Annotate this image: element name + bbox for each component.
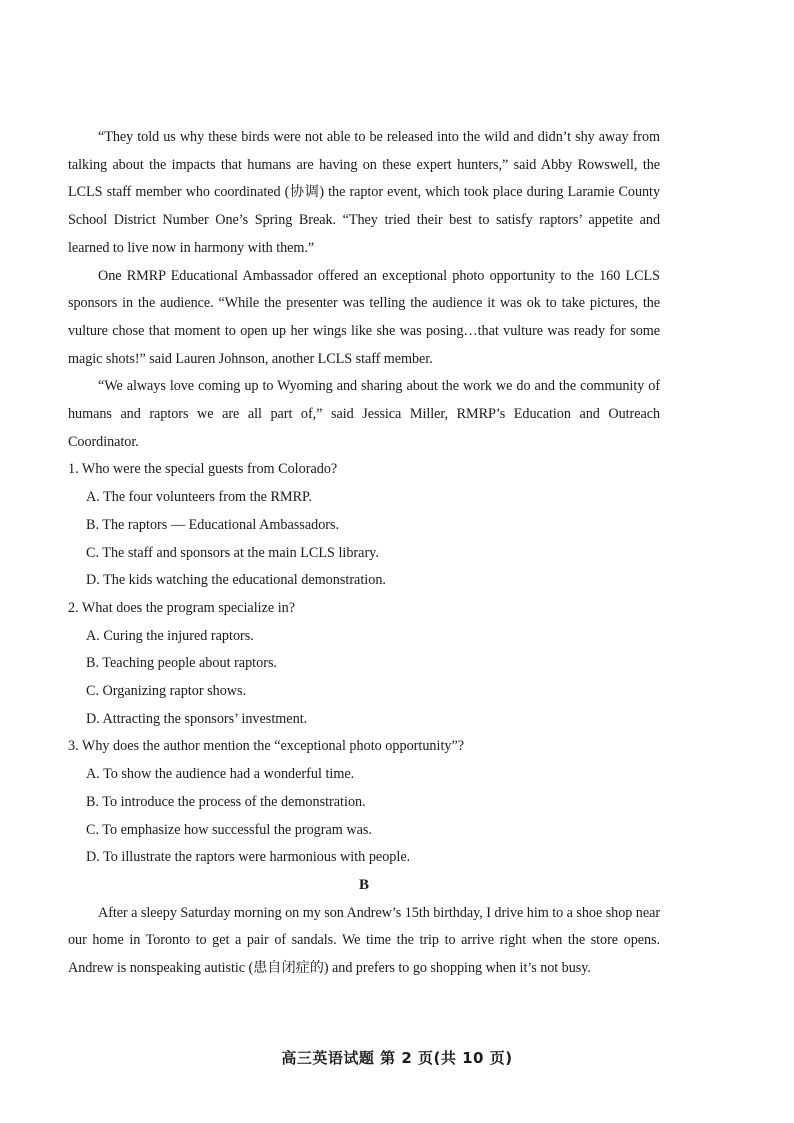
question-1 <box>68 456 660 595</box>
option-d: D. The kids watching the educational demonstration. <box>86 572 386 589</box>
paragraph-1: “They told us why these birds were not able to be released into the wild and didn’t shy away from talking about the impacts that humans are having on these expert hunters,” said Abby Rowswell, the LCLS staff member who coordinated (协调) the raptor event, which took place during Laramie County School District Number One’s Spring Break. “They tried their best to satisfy raptors’ appetite and learned to live now in harmony with them.” <box>68 129 660 256</box>
option-b: B. Teaching people about raptors. <box>86 655 278 672</box>
option-d: D. Attracting the sponsors’ investment. <box>86 710 308 727</box>
question-stem: 2. What does the program specialize in? <box>68 599 296 616</box>
paragraph-2: One RMRP Educational Ambassador offered an exceptional photo opportunity to the 160 LCLS sponsors in the audience. “While the presenter was telling the audience it was ok to take pictures, the vulture chose that moment to open up her wings like she was posing…that vulture was ready for some magic shots!” said Lauren Johnson, another LCLS staff member. <box>68 267 660 367</box>
page-footer: 高三英语试题 第 2 页(共 10 页) <box>281 1049 513 1067</box>
question-2 <box>68 595 660 734</box>
question-stem: 3. Why does the author mention the “exceptional photo opportunity”? <box>68 738 465 755</box>
option-c: C. To emphasize how successful the program was. <box>86 821 372 838</box>
page-content <box>68 124 660 983</box>
option-a: A. Curing the injured raptors. <box>86 627 254 644</box>
paragraph-3: “We always love coming up to Wyoming and sharing about the work we do and the community of humans and raptors we are all part of,” said Jessica Miller, RMRP’s Education and Outreach Coordinator. <box>68 378 660 450</box>
section-heading: B <box>358 876 369 893</box>
option-a: A. To show the audience had a wonderful time. <box>86 766 355 783</box>
paragraph-b1: After a sleepy Saturday morning on my son Andrew’s 15th birthday, I drive him to a shoe shop near our home in Toronto to get a pair of sandals. We time the trip to arrive right when the store opens. Andrew is nonspeaking autistic (患自闭症的) and prefers to go shopping when it’s not busy. <box>68 904 661 977</box>
option-d: D. To illustrate the raptors were harmonious with people. <box>86 849 411 866</box>
option-c: C. The staff and sponsors at the main LCLS library. <box>86 544 379 561</box>
option-b: B. To introduce the process of the demonstration. <box>86 793 366 810</box>
option-a: A. The four volunteers from the RMRP. <box>86 489 312 506</box>
question-3 <box>68 733 660 872</box>
option-b: B. The raptors — Educational Ambassadors. <box>86 516 340 533</box>
option-c: C. Organizing raptor shows. <box>86 683 247 700</box>
question-stem: 1. Who were the special guests from Colorado? <box>68 461 338 478</box>
